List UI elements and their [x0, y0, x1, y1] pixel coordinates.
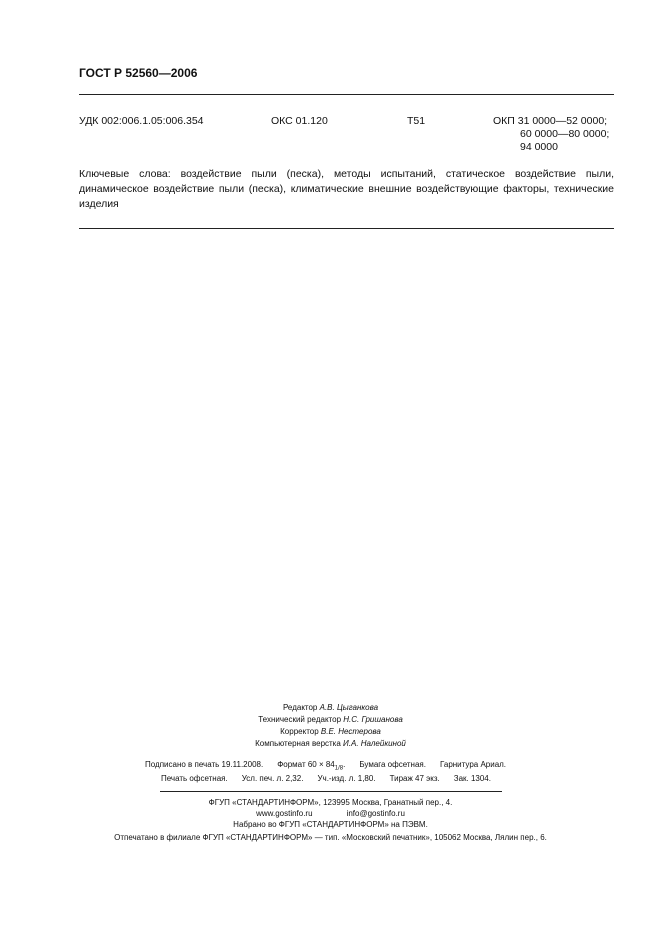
udk-code: УДК 002:006.1.05:006.354: [79, 115, 204, 127]
keywords-paragraph: Ключевые слова: воздействие пыли (песка), методы испытаний, статическое воздействие пыли, динамическое воздействие пыли (песка), климатические внешние воздействующие факторы, технические изделия: [79, 168, 614, 210]
print-info-line1: Подписано в печать 19.11.2008. Формат $60 \times 84_{1/8}$. Бумага офсетная. Гарнитура Ариал.: [145, 760, 507, 772]
typeset-note: Набрано во ФГУП «СТАНДАРТИНФОРМ» на ПЭВМ.: [233, 820, 428, 829]
okp-line: 94 0000: [520, 141, 558, 153]
publisher-contacts: www.gostinfo.ru info@gostinfo.ru: [256, 809, 405, 818]
keywords-divider: [79, 228, 614, 229]
publisher-block: [0, 797, 661, 843]
publisher-divider: [160, 791, 502, 792]
credit-line: Технический редактор Н.С. Гришанова: [258, 715, 403, 724]
okp-line: ОКП 31 0000—52 0000;: [493, 115, 608, 127]
t-code: Т51: [407, 115, 426, 127]
top-divider: [79, 94, 614, 95]
editorial-credits: [0, 702, 661, 750]
oks-code: ОКС 01.120: [271, 115, 328, 127]
credit-line: Компьютерная верстка И.А. Налейкиной: [255, 739, 406, 748]
publisher-address: ФГУП «СТАНДАРТИНФОРМ», 123995 Москва, Гранатный пер., 4.: [208, 798, 453, 807]
printer-note: Отпечатано в филиале ФГУП «СТАНДАРТИНФОРМ» — тип. «Московский печатник», 105062 Москва, Лялин пер., 6.: [114, 833, 547, 842]
standard-title: ГОСТ Р 52560—2006: [79, 66, 198, 80]
credit-line: Редактор А.В. Цыганкова: [282, 703, 379, 712]
print-info-line2: Печать офсетная. Усл. печ. л. 2,32. Уч.-изд. л. 1,80. Тираж 47 экз. Зак. 1304.: [161, 774, 491, 783]
credit-line: Корректор В.Е. Нестерова: [280, 727, 381, 736]
okp-line: 60 0000—80 0000;: [520, 128, 610, 140]
okp-codes: [493, 115, 615, 154]
